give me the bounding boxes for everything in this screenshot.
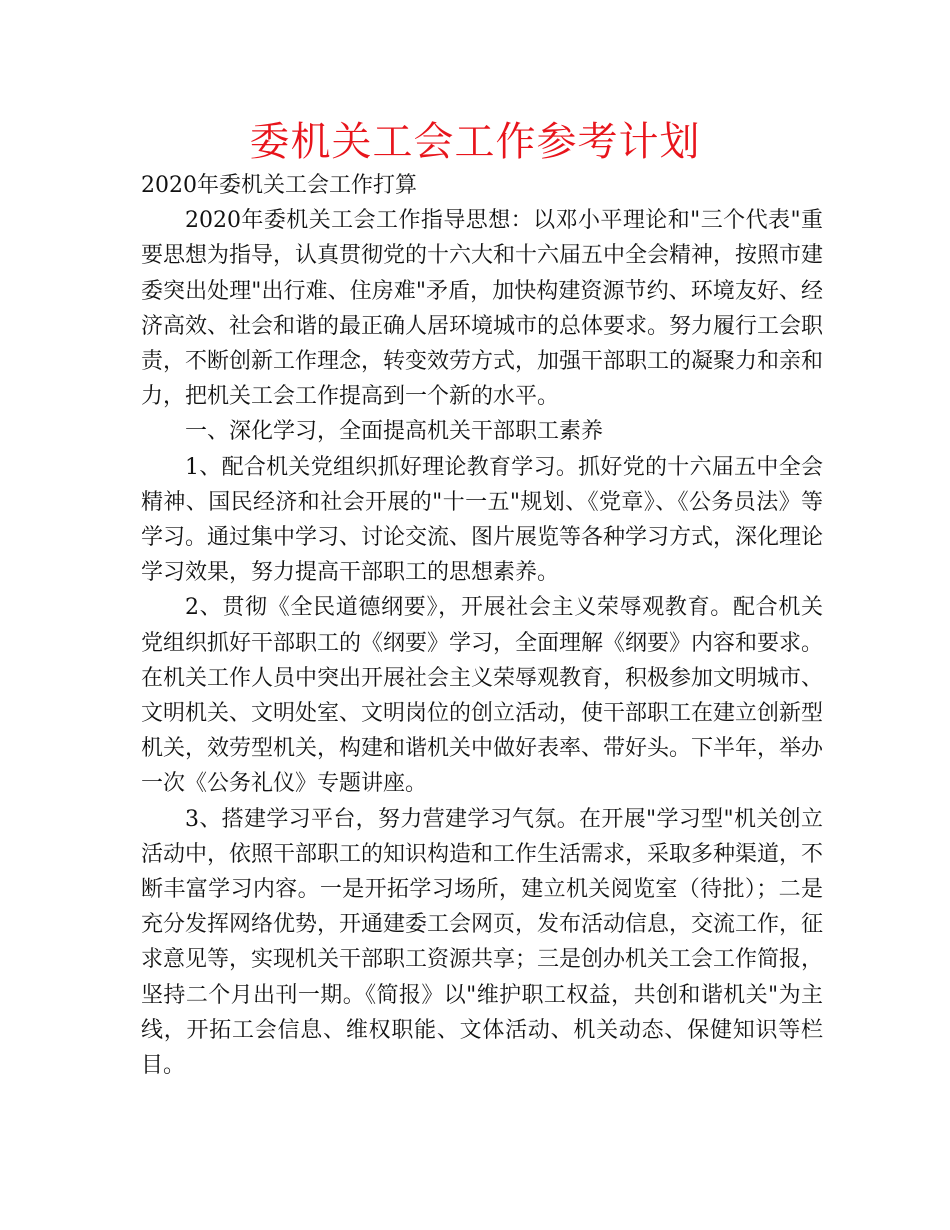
document-subtitle: 2020年委机关工会工作打算: [141, 173, 417, 198]
paragraph-item-2: 2、贯彻《全民道德纲要》，开展社会主义荣辱观教育。配合机关党组织抓好干部职工的《纲要》学习，全面理解《纲要》内容和要求。在机关工作人员中突出开展社会主义荣辱观教育，积极参加文明城市、文明机关、文明处室、文明岗位的创立活动，使干部职工在建立创新型机关，效劳型机关，构建和谐机关中做好表率、带好头。下半年，举办一次《公务礼仪》专题讲座。: [141, 595, 824, 797]
section-heading-1: 一、深化学习，全面提高机关干部职工素养: [185, 419, 604, 445]
paragraph-item-3: 3、搭建学习平台，努力营建学习气氛。在开展"学习型"机关创立活动中，依照干部职工的知识构造和工作生活需求，采取多种渠道，不断丰富学习内容。一是开拓学习场所，建立机关阅览室（待批）；二是充分发挥网络优势，开通建委工会网页，发布活动信息，交流工作，征求意见等，实现机关干部职工资源共享；三是创办机关工会工作简报，坚持二个月出刊一期。《简报》以"维护职工权益，共创和谐机关"为主线，开拓工会信息、维权职能、文体活动、机关动态、保健知识等栏目。: [141, 806, 824, 1079]
document-body: [141, 168, 823, 1083]
document-title: 委机关工会工作参考计划: [249, 119, 701, 165]
paragraph-guiding-thought: 2020年委机关工会工作指导思想：以邓小平理论和"三个代表"重要思想为指导，认真贯彻党的十六大和十六届五中全会精神，按照市建委突出处理"出行难、住房难"矛盾，加快构建资源节约、环境友好、经济高效、社会和谐的最正确人居环境城市的总体要求。努力履行工会职责，不断创新工作理念，转变效劳方式，加强干部职工的凝聚力和亲和力，把机关工会工作提高到一个新的水平。: [141, 208, 824, 410]
paragraph-item-1: 1、配合机关党组织抓好理论教育学习。抓好党的十六届五中全会精神、国民经济和社会开展的"十一五"规划、《党章》、《公务员法》等学习。通过集中学习、讨论交流、图片展览等各种学习方式，深化理论学习效果，努力提高干部职工的思想素养。: [141, 454, 824, 586]
